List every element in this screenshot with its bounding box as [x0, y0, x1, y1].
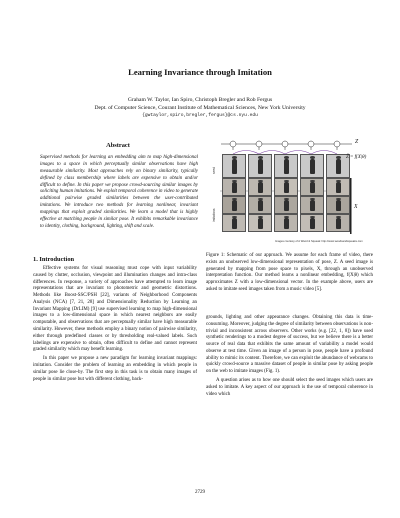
right-column-body	[206, 315, 373, 398]
x-label: X	[354, 204, 358, 210]
imitations-label: imitations	[212, 208, 216, 222]
imitation-frame	[222, 178, 246, 196]
figure-1	[203, 136, 375, 248]
imitation-frame	[274, 178, 298, 196]
author-emails: {gwtaylor,spiro,bregler,fergus}@cs.nyu.edu	[142, 113, 258, 118]
right-paragraph-2: A question arises as to how one should select the seed images which users are asked to imitate. A key aspect of our approach is the use of temporal coherence in video which	[206, 378, 373, 397]
imitation-frame	[300, 178, 324, 196]
imitation-frame	[326, 196, 350, 214]
zhat-label: Ẑ = f(X|θ)	[346, 155, 367, 160]
introduction-heading: 1. Introduction	[33, 256, 75, 263]
intro-paragraph-2: In this paper we propose a new paradigm for learning invariant mappings: imitation. Consider the problem of learning an embedding in which people in similar pose lie close-by. The first step in this task is to obtain many images of people in similar pose but with different clothing, back-	[33, 356, 197, 382]
imitation-frame	[222, 214, 246, 232]
imitation-frame	[326, 214, 350, 232]
imitation-frame	[274, 214, 298, 232]
seed-frame	[300, 154, 324, 178]
imitation-frame	[222, 196, 246, 214]
paper-title: Learning Invariance through Imitation	[128, 67, 272, 77]
page-number: 2729	[195, 490, 205, 495]
introduction-body	[33, 266, 197, 383]
image-credit: Images courtesy of A Wood & Squeak: http://www.woodsandsqueaks.com	[275, 240, 363, 243]
intro-paragraph-1: Effective systems for visual reasoning must cope with input variability caused by clutter, occlusion, viewpoint and illumination changes and intra-class differences. In response, a variety of approaches have attempted to learn image representations that are invariant to photometric and geometric distortions. Methods like Boost-SSC/PSH [22], variants of Neighborhood Components Analysis (NCA) [7, 21, 28] and Dimensionality Reduction by Learning an Invariant Mapping (DrLIM) [9] use supervised learning to map high-dimensional images to a low-dimensional space in which nearest neighbors are easily computable, and observations that are perceptually similar have high measurable similarity. However, these methods employ a binary notion of pairwise similarity, either through predefined classes or by thresholding real-valued labels. Such labelings are expensive to obtain, often difficult to define and cannot represent graded similarity which may benefit learning.	[33, 266, 197, 353]
abstract-text: Supervised methods for learning an embedding aim to map high-dimensional images to a space in which perceptually similar observations have high measurable similarity. Most approaches rely on binary similarity, typically defined by class membership where labels are expensive to obtain and/or difficult to define. In this paper we propose crowd-sourcing similar images by soliciting human imitations. We exploit temporal coherence in video to generate additional pairwise graded similarities between the user-contributed imitations. We introduce two methods for learning nonlinear, invariant mappings that exploit graded similarities. We learn a model that is highly effective at matching people in similar pose. It exhibits remarkable invariance to identity, clothing, background, lighting, shift and scale.	[40, 155, 199, 229]
figure-caption	[206, 253, 373, 294]
seed-frame	[248, 154, 272, 178]
imitation-frame	[326, 178, 350, 196]
imitation-frame	[300, 196, 324, 214]
seed-frame	[222, 154, 246, 178]
caption-text: Figure 1: Schematic of our approach. We assume for each frame of video, there exists an unobserved low-dimensional representation of pose, Z. A seed image is generated by mapping from pose space to pixels, X, through an unobserved interpretation function. Our method learns a nonlinear embedding, f(X|θ) which approximates Z with a low-dimensional vector. In the example above, users are asked to imitate seed images taken from a music video [5].	[206, 253, 373, 292]
imitation-frame	[248, 178, 272, 196]
seed-frame	[274, 154, 298, 178]
author-list: Graham W. Taylor, Ian Spiro, Christoph Bregler and Rob Fergus	[127, 97, 273, 103]
imitation-frame	[248, 196, 272, 214]
right-paragraph-1: grounds, lighting and other appearance changes. Obtaining this data is time-consuming. Moreover, judging the degree of similarity between observations is non-trivial and inconsistent across observers. Other works (e.g. [22, 1, 8]) have used synthetic renderings to a modest degree of success, but we believe there is a better source of real data that exhibits the same amount of variability a model would observe at test time. Given an image of a person in pose, people have a profound ability to mimic its content. Therefore, we can exploit the abundance of webcams to quickly crowd-source a massive dataset of people in similar pose by asking people on the web to imitate images (Fig. 1).	[206, 315, 373, 375]
affiliation: Dept. of Computer Science, Courant Institute of Mathematical Sciences, New York University	[94, 105, 306, 111]
imitation-frame	[300, 214, 324, 232]
imitation-frame	[248, 214, 272, 232]
abstract-heading: Abstract	[106, 142, 130, 149]
z-label: Z	[355, 139, 359, 145]
imitation-frame	[274, 196, 298, 214]
seed-label: seed	[212, 167, 216, 174]
